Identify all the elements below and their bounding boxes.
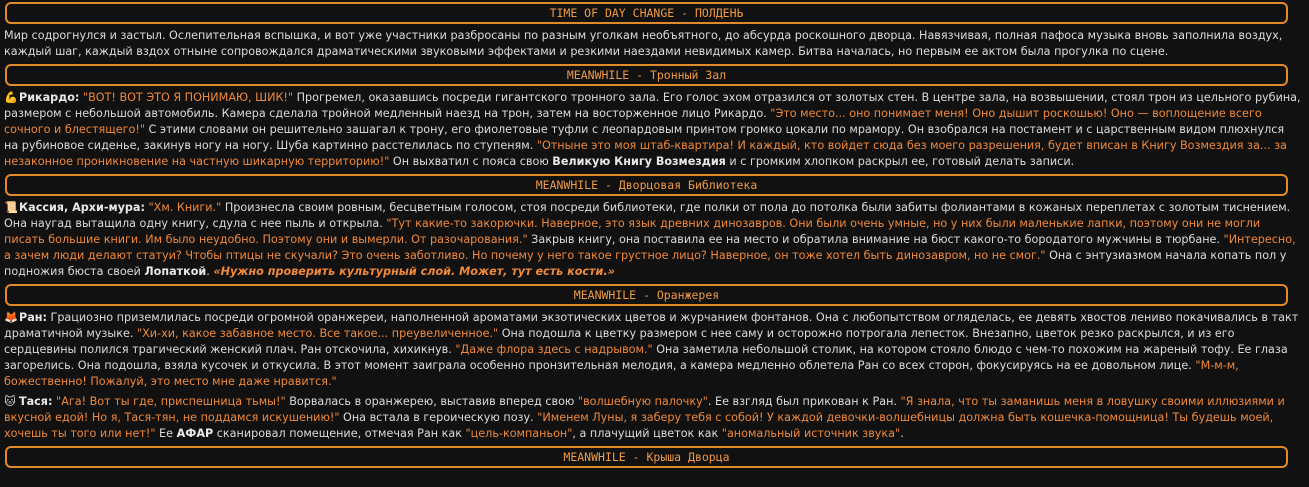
throne-room-banner: MEANWHILE - Тронный Зал (5, 64, 1288, 86)
narration: и с громким хлопком раскрыл ее, готовый делать записи. (725, 155, 1075, 168)
item-name: Великую Книгу Возмездия (552, 155, 726, 168)
speech: "Это место... оно понимает меня! Оно дышит роскошью! Оно — воплощение всего сочного и блестящего!" (4, 107, 1262, 136)
item-name: АФАР (176, 427, 214, 440)
narration: Ее (155, 427, 177, 440)
narration: Закрыв книгу, она поставила ее на место и обратила внимание на бюст какого-то бородатого мужчины в тюрбане. (527, 233, 1224, 246)
library-banner: MEANWHILE - Дворцовая Библиотека (5, 174, 1288, 196)
narration: Он выхватил с пояса свою (389, 155, 553, 168)
cassia-paragraph (4, 200, 1305, 280)
item-name: Лопаткой (144, 265, 207, 278)
narration: Она встала в героическую позу. (339, 411, 538, 424)
speech: "Я знала, что ты заманишь меня в ловушку своими иллюзиями и вкусной едой! Но я, Тася-тян, не поддамся искушению!" (4, 395, 1285, 424)
speech: "Даже флора здесь с надрывом." (455, 343, 653, 356)
narration: Ворвалась в оранжерею, выставив вперед свою (285, 395, 578, 408)
speech: "М-м-м, божественно! Пожалуй, это место мне даже нравится." (4, 359, 1239, 388)
narration: сканировал помещение, отмечая Ран как (213, 427, 466, 440)
speech: "Именем Луны, я заберу тебя с собой! У каждой девочки-волшебницы должна быть кошечка-помощница! Ты будешь моей, хочешь ты того или нет!" (4, 411, 1274, 440)
speech: "ВОТ! ВОТ ЭТО Я ПОНИМАЮ, ШИК!" (82, 91, 294, 104)
speech: "Тут какие-то закорючки. Наверное, это язык древних динозавров. Они были очень умные, но у них были маленькие лапки, поэтому они не могли писать большие книги. Им было неудобно. Поэтому они и вымерли. От разочарования." (4, 217, 1261, 246)
speech: "цель-компаньон" (465, 427, 573, 440)
narration: Она заметила небольшой столик, на котором стояло блюдо с чем-то похожим на жареный тофу. Ее глаза загорелись. Она подошла, взяла кусочек и откусила. В этот момент заиграла особенно пронзительная мелодия, а камера медленно облетела Ран со всех сторон, фокусируясь на ее довольном лице. (4, 343, 1288, 372)
narration: Произнесла своим ровным, бесцветным голосом, стоя посреди библиотеки, где полки от пола до потолка были забиты фолиантами в кожаных переплетах с золотым тиснением. Она наугад вытащила одну книгу, сдула с нее пыль и открыла. (4, 201, 1291, 230)
scroll-icon: 📜 (4, 201, 18, 214)
speech: "Хм. Книги." (148, 201, 222, 214)
speaker-name: Рикардо: (19, 91, 80, 104)
thought: «Нужно проверить культурный слой. Может, тут есть кости.» (213, 265, 615, 278)
narration: Она подошла к цветку размером с нее саму и осторожно потрогала лепесток. Внезапно, цветок резко раскрылся, и из его сердцевины полился трагический женский плач. Ран отскочила, хихикнув. (4, 327, 1235, 356)
ran-paragraph (4, 310, 1305, 390)
speech: "Ага! Вот ты где, приспешница тьмы!" (56, 395, 286, 408)
palace-roof-banner: MEANWHILE - Крыша Дворца (5, 446, 1288, 468)
flexed-biceps-icon: 💪 (4, 91, 18, 104)
narration: Она с энтузиазмом начала копать пол у подножия бюста своей (4, 249, 1287, 278)
narration: Грациозно приземлилась посреди огромной оранжереи, наполненной ароматами экзотических цветов и журчанием фонтанов. Она с любопытством огляделась, ее девять хвостов лениво покачивались в такт драматичной музыке. (4, 311, 1299, 340)
narration: . (900, 427, 904, 440)
speaker-name: Тася: (19, 395, 53, 408)
speaker-name: Кассия, Архи-мура: (19, 201, 145, 214)
fox-icon: 🦊 (4, 311, 18, 324)
speech: "Отныне это моя штаб-квартира! И каждый, кто войдет сюда без моего разрешения, будет вписан в Книгу Возмездия за... за незаконное проникновение на частную шикарную территорию!" (4, 139, 1287, 168)
narration: , а плачущий цветок как (572, 427, 722, 440)
tasya-paragraph (4, 394, 1305, 442)
speaker-name: Ран: (19, 311, 47, 324)
speech: "аномальный источник звука" (721, 427, 901, 440)
speech: "волшебную палочку" (577, 395, 708, 408)
speech: "Интересно, а зачем люди делают статуи? Чтобы птицы не скучали? Это очень заботливо. Но почему у него такое грустное лицо? Наверное, он тоже хотел быть динозавром, но не смог." (4, 233, 1296, 262)
narration: . (206, 265, 214, 278)
narration: . Ее взгляд был прикован к Ран. (707, 395, 901, 408)
cat-icon: 🐱 (4, 395, 16, 408)
speech: "Хи-хи, какое забавное место. Все такое... преувеличенное." (136, 327, 499, 340)
narration: Прогремел, оказавшись посреди гигантского тронного зала. Его голос эхом отразился от золотых стен. В центре зала, на возвышении, стоял трон из цельного рубина, размером с небольшой автомобиль. Камера сделала тройной медленный наезд на трон, затем на восторженное лицо Рикардо. (4, 91, 1301, 120)
greenhouse-banner: MEANWHILE - Оранжерея (5, 284, 1288, 306)
ricardo-paragraph (4, 90, 1305, 170)
time-change-banner: TIME OF DAY CHANGE - ПОЛДЕНЬ (5, 2, 1288, 24)
narration: С этими словами он решительно зашагал к трону, его фиолетовые туфли с леопардовым принтом громко цокали по мрамору. Он взобрался на постамент и с царственным видом плюхнулся на рубиновое сиденье, закинув ногу на ногу. Шуба картинно расстелилась по ступеням. (4, 123, 1285, 152)
intro-paragraph: Мир содрогнулся и застыл. Ослепительная вспышка, и вот уже участники разбросаны по разным уголкам необъятного, до абсурда роскошного дворца. Навязчивая, полная пафоса музыка вновь заполнила воздух, каждый шаг, каждый вздох отныне сопровождался драматическими звуковыми эффектами и резкими наездами невидимых камер. Битва началась, но первым ее актом была прогулка по сцене. (4, 29, 1283, 58)
